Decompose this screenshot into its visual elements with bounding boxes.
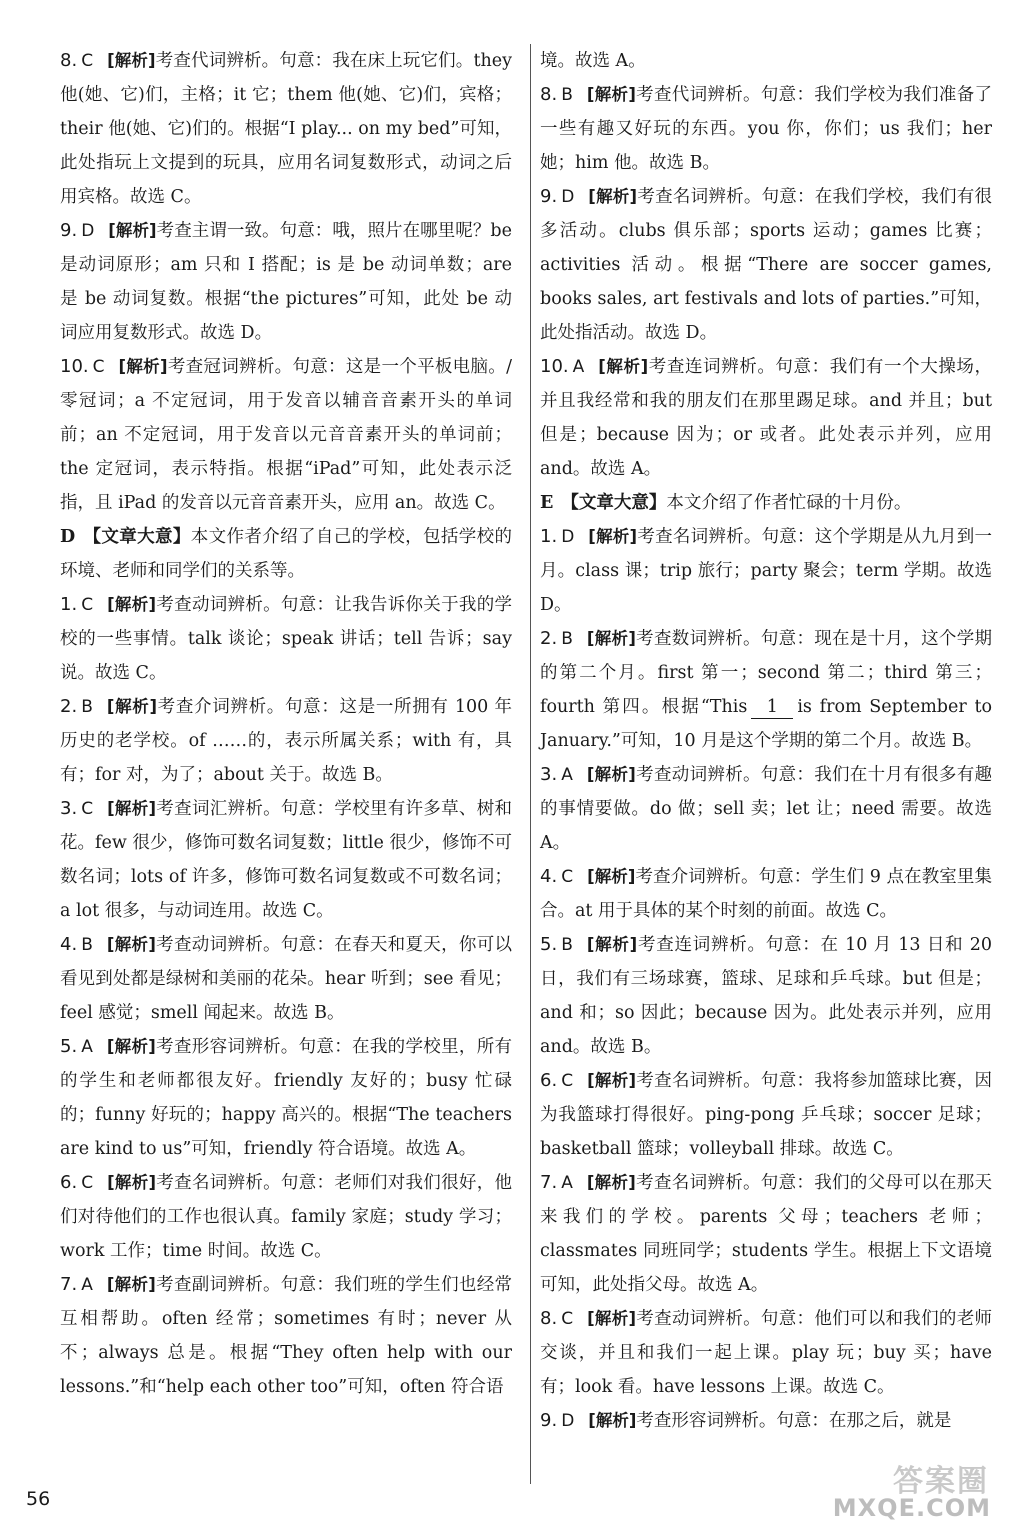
answer-item: 5. A [解析]考查形容词辨析。句意：在我的学校里，所有的学生和老师都很友好。friendly 友好的；busy 忙碌的；funny 好玩的；happy 高兴的。根据“The teachers are kind to us”可知，friendly 符合语境。故选 A。 (60, 1036, 512, 1159)
answer-item: 1. C [解析]考查动词辨析。句意：让我告诉你关于我的学校的一些事情。talk 谈论；speak 讲话；tell 告诉；say 说。故选 C。 (60, 594, 512, 683)
watermark-logo (825, 1456, 995, 1526)
answer-item: 8. B [解析]考查代词辨析。句意：我们学校为我们准备了一些有趣又好玩的东西。you 你，你们；us 我们；her 她；him 他。故选 B。 (540, 84, 993, 173)
answer-item: 4. C [解析]考查介词辨析。句意：学生们 9 点在教室里集合。at 用于具体的某个时刻的前面。故选 C。 (540, 866, 992, 921)
answer-item: 5. B [解析]考查连词辨析。句意：在 10 月 13 日和 20 日，我们有三场球赛，篮球、足球和乒乓球。but 但是；and 和；so 因此；because 因为。此处表示并列，应用 and。故选 B。 (540, 934, 992, 1057)
answer-item: 8. C [解析]考查动词辨析。句意：他们可以和我们的老师交谈，并且和我们一起上课。play 玩；buy 买；have 有；look 看。have lessons 上课。故选 C。 (540, 1308, 992, 1397)
answer-item: 6. C [解析]考查名词辨析。句意：我将参加篮球比赛，因为我篮球打得很好。ping-pong 乒乓球；soccer 足球；basketball 篮球；volleyball 排球。故选 C。 (540, 1070, 992, 1159)
answer-item: 6. C [解析]考查名词辨析。句意：老师们对我们很好，他们对待他们的工作也很认真。family 家庭；study 学习；work 工作；time 时间。故选 C。 (60, 1172, 512, 1261)
answer-item: 2. B [解析]考查数词辨析。句意：现在是十月，这个学期的第二个月。first 第一；second 第二；third 第三；fourth 第四。根据“This 1 is from September to January.”可知，10 月是这个学期的第二个月。故选 B。 (540, 628, 993, 751)
answer-item: 4. B [解析]考查动词辨析。句意：在春天和夏天，你可以看见到处都是绿树和美丽的花朵。hear 听到；see 看见；feel 感觉；smell 闻起来。故选 B。 (60, 934, 513, 1023)
column-divider (530, 44, 531, 1484)
answer-item: 3. A [解析]考查动词辨析。句意：我们在十月有很多有趣的事情要做。do 做；sell 卖；let 让；need 需要。故选 A。 (540, 764, 992, 853)
continued-text: 境。故选 A。 (540, 51, 646, 71)
answer-item: 8. C [解析]考查代词辨析。句意：我在床上玩它们。they 他(她、它)们，主格；it 它；them 他(她、它)们，宾格；their 他(她、它)们的。根据“I play... on my bed”可知，此处指玩上文提到的玩具，应用名词复数形式，动词之后用宾格。故选 C。 (60, 50, 513, 207)
section-summary: D 【文章大意】本文作者介绍了自己的学校，包括学校的环境、老师和同学们的关系等。 (60, 527, 513, 581)
page-number: 56 (26, 1488, 51, 1510)
answer-item: 7. A [解析]考查名词辨析。句意：我们的父母可以在那天来我们的学校。parents 父母；teachers 老师；classmates 同班同学；students 学生。根据上下文语境可知，此处指父母。故选 A。 (540, 1172, 992, 1295)
answer-item: 10. A [解析]考查连词辨析。句意：我们有一个大操场，并且我经常和我的朋友们在那里踢足球。and 并且；but 但是；because 因为；or 或者。此处表示并列，应用 and。故选 A。 (540, 356, 992, 479)
answer-item: 10. C [解析]考查冠词辨析。句意：这是一个平板电脑。/零冠词；a 不定冠词，用于发音以辅音音素开头的单词前；an 不定冠词，用于发音以元音音素开头的单词前；the 定冠词，表示特指。根据“iPad”可知，此处表示泛指，且 iPad 的发音以元音音素开头，应用 an。故选 C。 (60, 356, 512, 513)
watermark-line-1: 答案圈 (893, 1464, 989, 1499)
answer-item: 7. A [解析]考查副词辨析。句意：我们班的学生们也经常互相帮助。often 经常；sometimes 有时；never 从不；always 总是。根据“They often help with our lessons.”和“help each other too”可知，often 符合语 (60, 1274, 512, 1397)
section-summary: E 【文章大意】本文介绍了作者忙碌的十月份。 (540, 493, 912, 513)
answer-item: 1. D [解析]考查名词辨析。句意：这个学期是从九月到一月。class 课；trip 旅行；party 聚会；term 学期。故选 D。 (540, 526, 992, 615)
blank-number: 1 (751, 696, 793, 719)
answer-item: 3. C [解析]考查词汇辨析。句意：学校里有许多草、树和花。few 很少，修饰可数名词复数；little 很少，修饰不可数名词；lots of 许多，修饰可数名词复数或不可数名词；a lot 很多，与动词连用。故选 C。 (60, 798, 512, 921)
answer-item: 9. D [解析]考查形容词辨析。句意：在那之后，就是 (540, 1410, 952, 1431)
answer-item: 9. D [解析]考查主谓一致。句意：哦，照片在哪里呢？be 是动词原形；am 只和 I 搭配；is 是 be 动词单数；are 是 be 动词复数。根据“the pictures”可知，此处 be 动词应用复数形式。故选 D。 (60, 220, 512, 343)
answer-item: 9. D [解析]考查名词辨析。句意：在我们学校，我们有很多活动。clubs 俱乐部；sports 运动；games 比赛；activities 活动。根据“There are soccer games, books sales, art festivals and lots of parties.”可知，此处指活动。故选 D。 (540, 186, 992, 343)
watermark-line-2: MXQE.COM (832, 1494, 991, 1522)
answer-item: 2. B [解析]考查介词辨析。句意：这是一所拥有 100 年历史的老学校。of ……的，表示所属关系；with 有，具有；for 对，为了；about 关于。故选 B。 (60, 696, 512, 785)
left-column (60, 44, 512, 1404)
right-column (540, 44, 992, 1438)
